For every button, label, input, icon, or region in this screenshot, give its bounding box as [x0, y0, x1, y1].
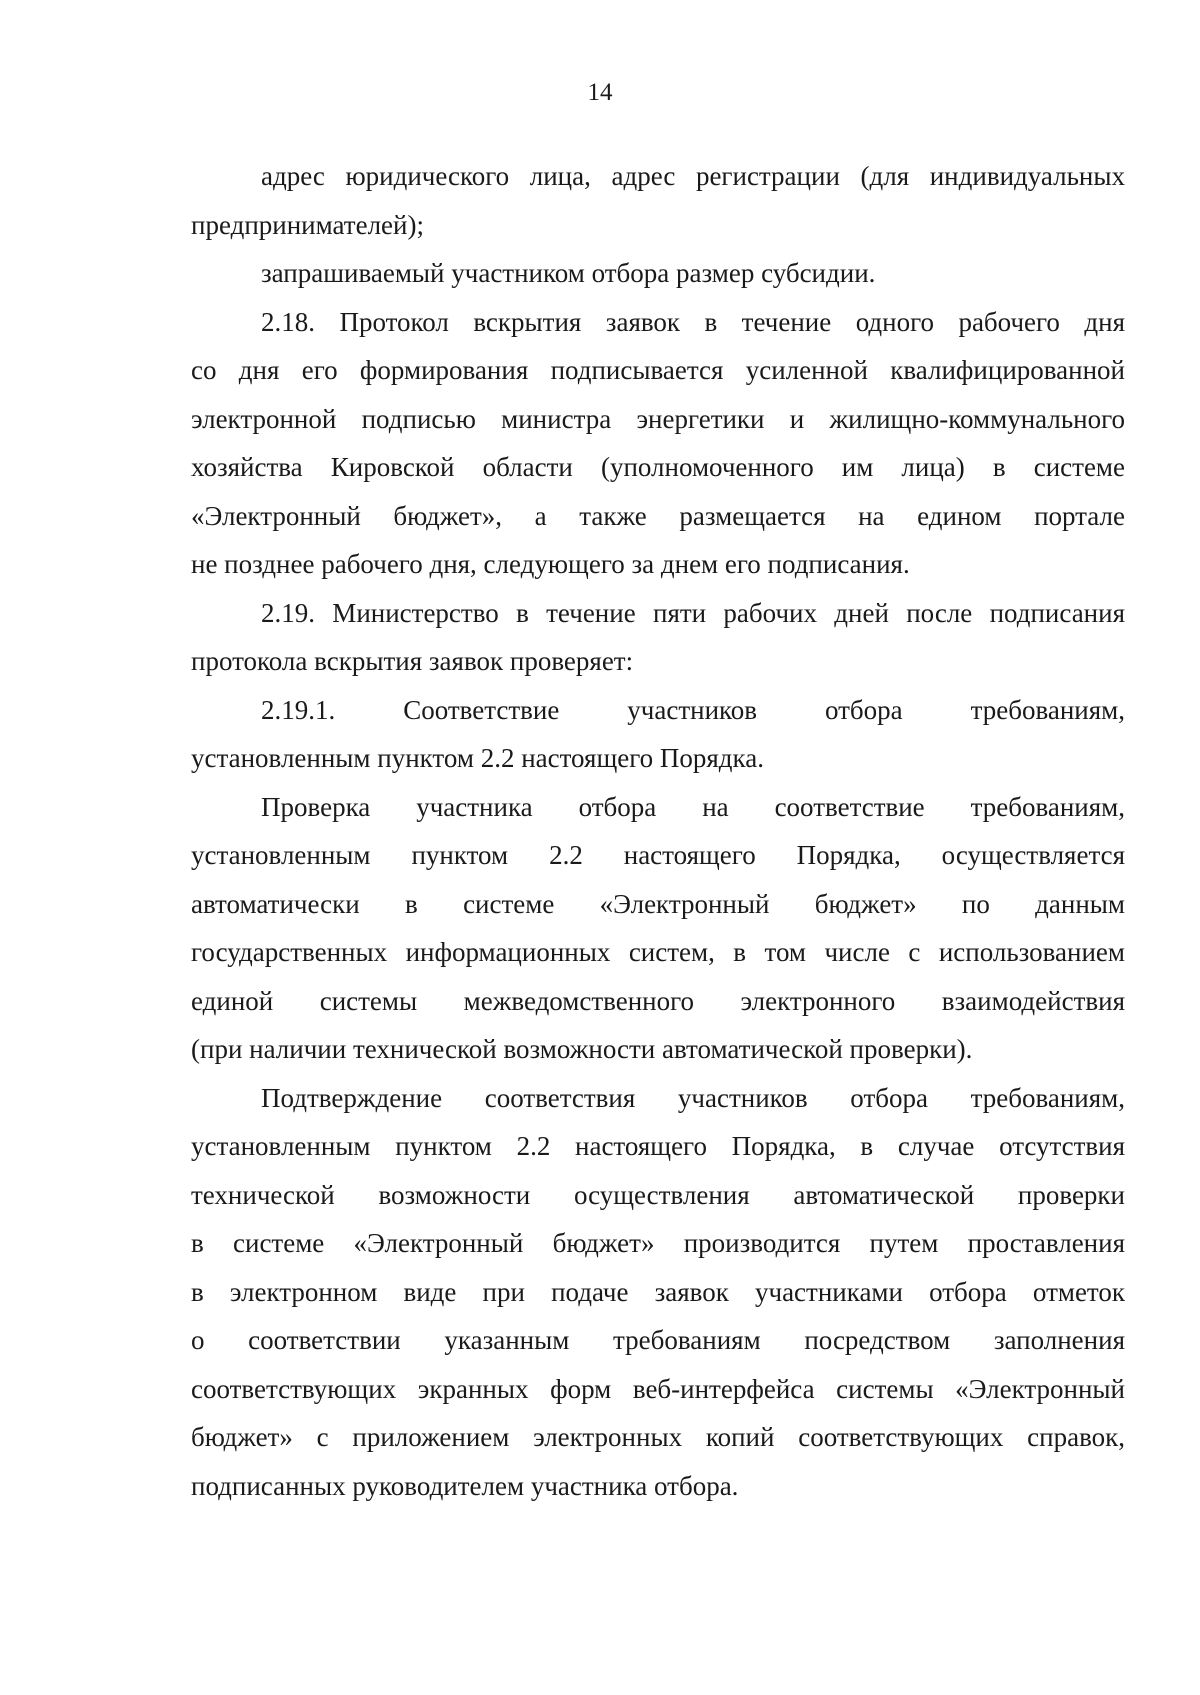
text-line: протокола вскрытия заявок проверяет: — [191, 646, 634, 676]
paragraph — [191, 589, 1125, 686]
paragraph — [191, 686, 1125, 783]
text-line: Подтверждение соответствия участников отбора требованиям, — [261, 1082, 1125, 1113]
page-number: 14 — [587, 79, 613, 106]
text-line: Проверка участника отбора на соответствие требованиям, — [261, 791, 1125, 822]
text-line: автоматически в системе «Электронный бюджет» по данным — [191, 888, 1125, 919]
text-line: в системе «Электронный бюджет» производится путем проставления — [191, 1228, 1125, 1258]
text-line: электронной подписью министра энергетики и жилищно-коммунального — [191, 403, 1125, 434]
text-line: (при наличии технической возможности автоматической проверки). — [191, 1034, 973, 1064]
text-line: в электронном виде при подаче заявок участниками отбора отметок — [191, 1276, 1125, 1307]
text-line: «Электронный бюджет», а также размещается на едином портале — [191, 500, 1125, 531]
text-line: 2.19.1. Соответствие участников отбора требованиям, — [261, 694, 1125, 725]
text-line: запрашиваемый участником отбора размер субсидии. — [261, 258, 876, 288]
paragraph — [191, 783, 1125, 1074]
text-line: технической возможности осуществления автоматической проверки — [191, 1179, 1125, 1210]
paragraph — [191, 152, 1125, 249]
text-line: бюджет» с приложением электронных копий соответствующих справок, — [191, 1422, 1125, 1452]
paragraph — [191, 249, 1125, 298]
text-line: соответствующих экранных форм веб-интерфейса системы «Электронный — [191, 1373, 1125, 1404]
text-line: единой системы межведомственного электронного взаимодействия — [191, 985, 1125, 1016]
text-line: подписанных руководителем участника отбора. — [191, 1470, 739, 1501]
paragraph — [191, 298, 1125, 589]
text-line: о соответствии указанным требованиям посредством заполнения — [191, 1325, 1125, 1355]
text-line: не позднее рабочего дня, следующего за днем его подписания. — [191, 549, 910, 579]
paragraph — [191, 1074, 1125, 1511]
text-line: предпринимателей); — [191, 209, 424, 240]
text-line: со дня его формирования подписывается усиленной квалифицированной — [191, 355, 1125, 385]
text-line: хозяйства Кировской области (уполномоченного им лица) в системе — [191, 452, 1125, 482]
text-line: 2.18. Протокол вскрытия заявок в течение одного рабочего дня — [261, 306, 1125, 337]
document-body — [191, 152, 1125, 1510]
text-line: адрес юридического лица, адрес регистрации (для индивидуальных — [261, 161, 1125, 191]
text-line: установленным пунктом 2.2 настоящего Порядка. — [191, 743, 764, 773]
text-line: установленным пунктом 2.2 настоящего Порядка, осуществляется — [191, 840, 1125, 870]
text-line: 2.19. Министерство в течение пяти рабочих дней после подписания — [261, 597, 1125, 628]
text-line: государственных информационных систем, в том числе с использованием — [191, 937, 1125, 967]
text-line: установленным пунктом 2.2 настоящего Порядка, в случае отсутствия — [191, 1131, 1125, 1161]
